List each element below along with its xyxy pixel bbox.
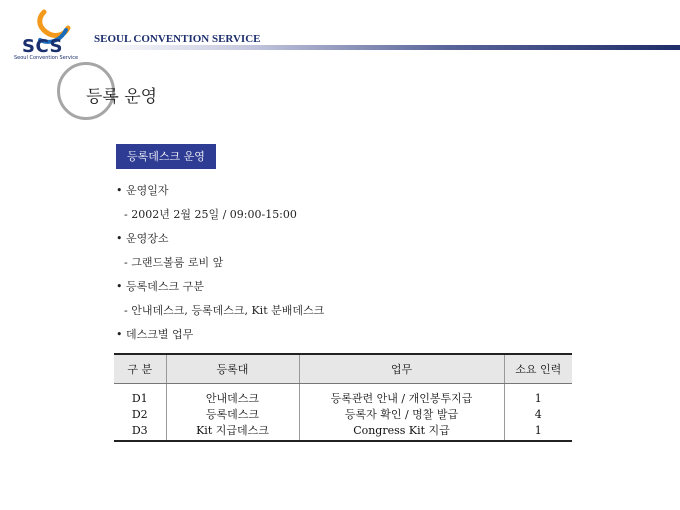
header-divider-bar xyxy=(94,45,680,50)
section-title: 등록 운영 xyxy=(86,87,158,107)
table-row xyxy=(114,406,572,422)
table-header-cell: 업무 xyxy=(299,354,504,384)
logo-text: SCS xyxy=(22,36,63,57)
table-cell: 1 xyxy=(504,384,572,407)
table-cell: 등록관련 안내 / 개인봉투지급 xyxy=(299,384,504,407)
bullet-operating-place-detail: - 그랜드볼룸 로비 앞 xyxy=(124,256,224,269)
table-cell: D3 xyxy=(114,422,166,441)
table-header-cell: 소요 인력 xyxy=(504,354,572,384)
bullet-desk-duties: • 데스크별 업무 xyxy=(116,328,194,341)
table-cell: 등록데스크 xyxy=(166,406,299,422)
table-cell: D2 xyxy=(131,407,148,421)
table-row xyxy=(114,384,572,407)
desk-duties-table xyxy=(114,353,572,442)
table-row xyxy=(114,422,572,441)
bullet-desk-types-detail: - 안내데스크, 등록데스크, Kit 분배데스크 xyxy=(124,304,325,317)
bullet-operating-date: • 운영일자 xyxy=(116,184,169,197)
table-cell: D1 xyxy=(131,391,148,405)
bullet-operating-place: • 운영장소 xyxy=(116,232,169,245)
logo-subtext: Seoul Convention Service xyxy=(14,55,79,61)
company-name: SEOUL CONVENTION SERVICE xyxy=(94,33,261,45)
table-header-cell: 등록대 xyxy=(166,354,299,384)
label-box: 등록데스크 운영 xyxy=(116,144,216,169)
table-header-cell: 구 분 xyxy=(114,354,166,384)
table-cell: Congress Kit 지급 xyxy=(299,422,504,441)
bullet-operating-date-detail: - 2002년 2월 25일 / 09:00-15:00 xyxy=(124,208,297,221)
table-cell: 1 xyxy=(504,422,572,441)
table-cell: 등록자 확인 / 명찰 발급 xyxy=(299,406,504,422)
table-cell: 4 xyxy=(504,406,572,422)
table-header-row xyxy=(114,354,572,384)
bullet-desk-types: • 등록데스크 구분 xyxy=(116,280,204,293)
table-cell: Kit 지급데스크 xyxy=(166,422,299,441)
table-cell: 안내데스크 xyxy=(166,384,299,407)
